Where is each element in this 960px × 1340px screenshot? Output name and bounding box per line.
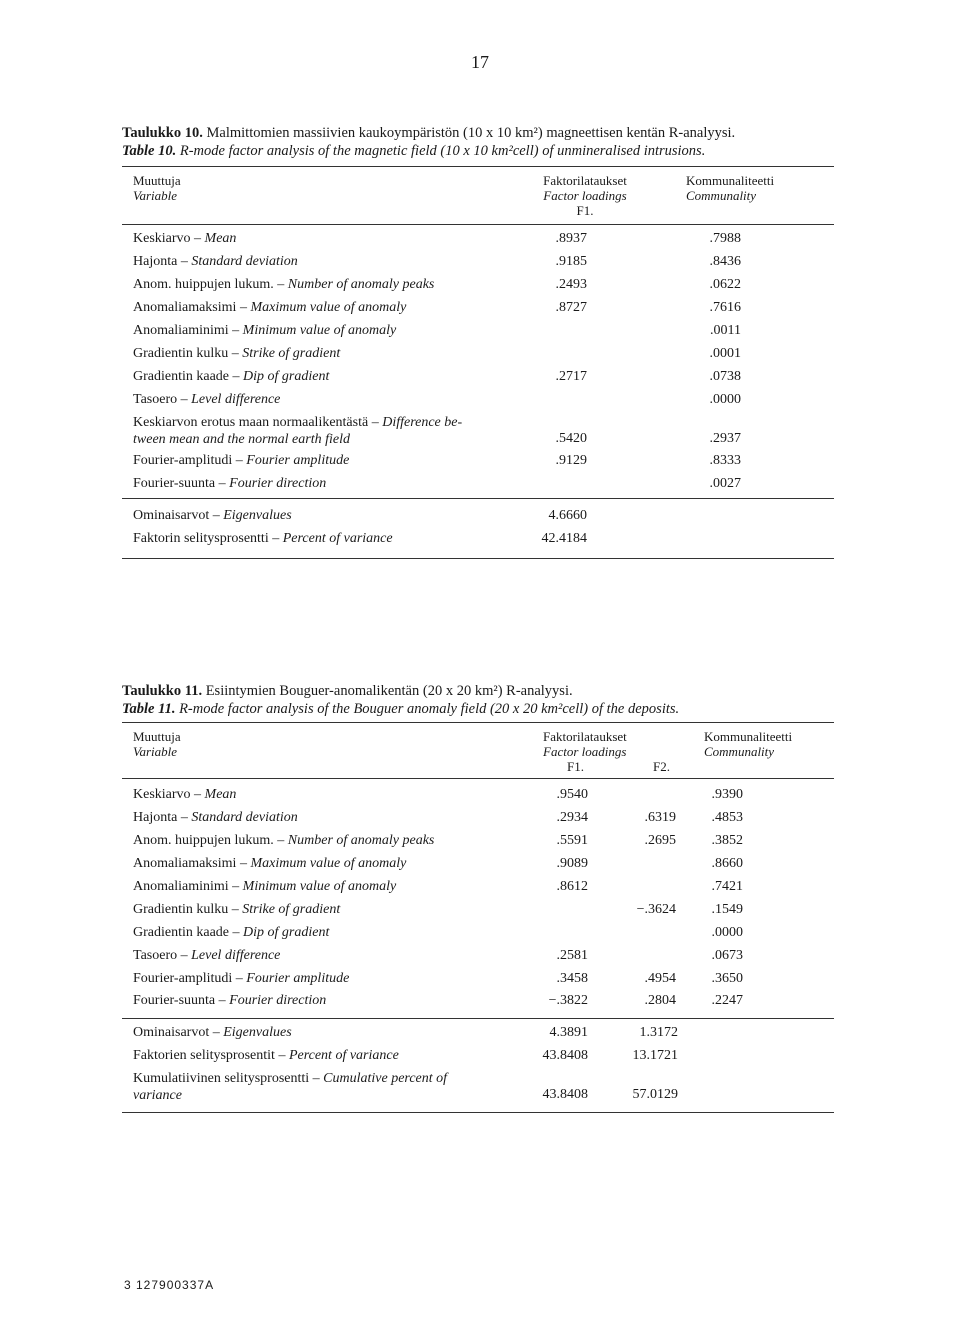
row-label: Anomaliaminimi – Minimum value of anomaly <box>133 879 397 894</box>
header-loadings-en: Factor loadings <box>543 744 627 759</box>
row-label: Fourier-amplitudi – Fourier amplitude <box>133 971 350 986</box>
row-label-en: Fourier amplitude <box>246 453 350 468</box>
row-label-fi: Anom. huippujen lukum. <box>133 277 274 292</box>
table-row <box>133 833 833 853</box>
row-label-en: Difference be- <box>382 415 463 430</box>
row-label-fi: Ominaisarvot <box>133 1025 210 1040</box>
communality-value: .0622 <box>709 277 741 292</box>
table-row <box>133 856 833 876</box>
row-label: Keskiarvo – Mean <box>133 787 237 802</box>
row-label-fi: Gradientin kulku <box>133 346 229 361</box>
f1-value: .2934 <box>556 810 588 825</box>
table-row <box>133 346 833 366</box>
footer-code: 3 127900337A <box>124 1278 215 1292</box>
table11-title-en: R-mode factor analysis of the Bouguer anomaly field (20 x 20 km²cell) of the deposits. <box>179 701 680 717</box>
table10-title-en: R-mode factor analysis of the magnetic field (10 x 10 km²cell) of unmineralised intrusions. <box>179 143 706 159</box>
table-row <box>133 323 833 343</box>
row-label-en: Minimum value of anomaly <box>242 879 397 894</box>
table10-header-variable <box>133 173 181 203</box>
row-label-en: Fourier direction <box>229 476 327 491</box>
communality-value: .0000 <box>709 392 741 407</box>
table10-header-loadings <box>520 173 650 218</box>
row-label-en: Cumulative percent of <box>323 1071 448 1086</box>
table11-top-rule <box>122 722 834 723</box>
table11-header-communality <box>704 729 792 759</box>
row-label: Ominaisarvot – Eigenvalues <box>133 508 292 523</box>
row-label-en: Maximum value of anomaly <box>250 300 407 315</box>
row-label-en: Number of anomaly peaks <box>287 833 435 848</box>
f1-value: .3458 <box>556 971 588 986</box>
row-label-fi: Gradientin kulku <box>133 902 229 917</box>
header-loadings-en: Factor loadings <box>543 188 627 203</box>
row-label-en: Level difference <box>191 392 281 407</box>
communality-value: .8436 <box>709 254 741 269</box>
table-row <box>133 254 833 274</box>
header-f1: F1. <box>576 203 594 218</box>
communality-value: .0001 <box>709 346 741 361</box>
f1-value: .9540 <box>556 787 588 802</box>
table-row <box>133 369 833 389</box>
summary-row <box>133 1025 833 1045</box>
f1-value: 4.3891 <box>549 1025 588 1040</box>
row-label-en-cont: tween mean and the normal earth field <box>133 432 350 447</box>
table-row <box>133 902 833 922</box>
f1-value: .9129 <box>555 453 587 468</box>
row-label-en: Strike of gradient <box>242 346 341 361</box>
communality-value: .3650 <box>711 971 743 986</box>
row-label-en: Standard deviation <box>191 254 298 269</box>
f1-value: .8612 <box>556 879 588 894</box>
communality-value: .7421 <box>711 879 743 894</box>
communality-value: .8660 <box>711 856 743 871</box>
table10-top-rule <box>122 166 834 167</box>
table-row <box>133 277 833 297</box>
communality-value: .7616 <box>709 300 741 315</box>
f2-value: 57.0129 <box>632 1087 678 1102</box>
table11-title-fi: Esiintymien Bouguer-anomalikentän (20 x 20 km²) R-analyysi. <box>205 683 573 699</box>
f1-value: .2581 <box>556 948 588 963</box>
header-loadings-fi: Faktorilataukset <box>543 173 627 188</box>
communality-value: .1549 <box>711 902 743 917</box>
row-label-fi: Kumulatiivinen selitysprosentti <box>133 1071 310 1086</box>
row-label-fi: Faktorin selitysprosentti <box>133 531 269 546</box>
table11-bottom-rule <box>122 1112 834 1113</box>
row-label-en: Level difference <box>191 948 281 963</box>
row-label-en: Fourier direction <box>229 993 327 1008</box>
row-label-en: Percent of variance <box>282 531 393 546</box>
row-label: Hajonta – Standard deviation <box>133 254 298 269</box>
table-row <box>133 948 833 968</box>
row-label: Anom. huippujen lukum. – Number of anomaly peaks <box>133 277 435 292</box>
row-label-fi: Anom. huippujen lukum. <box>133 833 274 848</box>
row-label: Kumulatiivinen selitysprosentti – Cumulative percent of variance <box>133 1071 448 1103</box>
f1-value: .9089 <box>556 856 588 871</box>
row-label-fi: Fourier-suunta <box>133 476 216 491</box>
row-label: Ominaisarvot – Eigenvalues <box>133 1025 292 1040</box>
f1-value: 4.6660 <box>548 508 587 523</box>
communality-value: .0738 <box>709 369 741 384</box>
row-label: Faktorin selitysprosentti – Percent of variance <box>133 531 393 546</box>
row-label-fi: Fourier-amplitudi <box>133 971 233 986</box>
row-label-en: Standard deviation <box>191 810 298 825</box>
row-label-en: Fourier amplitude <box>246 971 350 986</box>
f1-value: .8937 <box>555 231 587 246</box>
row-label-fi: Keskiarvo <box>133 787 191 802</box>
table-row <box>133 231 833 251</box>
row-label-en: Percent of variance <box>288 1048 399 1063</box>
row-label-en: Eigenvalues <box>223 508 292 523</box>
table11-summary-rule <box>122 1018 834 1019</box>
header-communality-fi: Kommunaliteetti <box>704 729 793 744</box>
communality-value: .7988 <box>709 231 741 246</box>
row-label-fi: Faktorien selitysprosentit <box>133 1048 275 1063</box>
row-label-en: Minimum value of anomaly <box>242 323 397 338</box>
table-row <box>133 993 833 1013</box>
communality-value: .0000 <box>711 925 743 940</box>
communality-value: .2247 <box>711 993 743 1008</box>
row-label-fi: Tasoero <box>133 392 178 407</box>
table11-header-loadings <box>543 729 627 759</box>
f1-value: .2493 <box>555 277 587 292</box>
table10-title-fi: Malmittomien massiivien kaukoympäristön (10 x 10 km²) magneettisen kentän R-analyysi. <box>206 125 736 141</box>
table10-caption <box>122 124 842 160</box>
table-row <box>133 971 833 991</box>
row-label: Keskiarvo – Mean <box>133 231 237 246</box>
row-label: Anom. huippujen lukum. – Number of anomaly peaks <box>133 833 435 848</box>
communality-value: .2937 <box>709 431 741 446</box>
summary-row <box>133 531 833 551</box>
header-variable-en: Variable <box>133 188 178 203</box>
table11-header-f2: F2. <box>653 759 670 774</box>
table11-header-f1: F1. <box>567 759 584 774</box>
row-label-en: Dip of gradient <box>243 369 330 384</box>
page-number: 17 <box>471 52 489 72</box>
table11-header-variable <box>133 729 181 759</box>
row-label-fi: Anomaliaminimi <box>133 879 229 894</box>
f1-value: .8727 <box>555 300 587 315</box>
table-row <box>133 476 833 496</box>
row-label-fi: Hajonta <box>133 254 178 269</box>
table-row <box>133 392 833 412</box>
row-label: Fourier-amplitudi – Fourier amplitude <box>133 453 350 468</box>
row-label: Anomaliamaksimi – Maximum value of anomaly <box>133 300 407 315</box>
header-loadings-fi: Faktorilataukset <box>543 729 627 744</box>
f1-value: 43.8408 <box>542 1087 588 1102</box>
header-communality-en: Communality <box>704 744 775 759</box>
f2-value: .2804 <box>644 993 676 1008</box>
row-label-en: Maximum value of anomaly <box>250 856 407 871</box>
f1-value: 43.8408 <box>542 1048 588 1063</box>
row-label: Gradientin kaade – Dip of gradient <box>133 369 330 384</box>
row-label-en-cont: variance <box>133 1088 182 1103</box>
header-variable-fi: Muuttuja <box>133 173 181 188</box>
table10-label: Taulukko 10. <box>122 125 203 141</box>
row-label-en: Eigenvalues <box>223 1025 292 1040</box>
summary-row <box>133 508 833 528</box>
f1-value: 42.4184 <box>541 531 587 546</box>
row-label-fi: Keskiarvon erotus maan normaalikentästä <box>133 415 369 430</box>
communality-value: .9390 <box>711 787 743 802</box>
header-variable-en: Variable <box>133 744 178 759</box>
table10-summary-rule <box>122 498 834 499</box>
row-label: Tasoero – Level difference <box>133 948 281 963</box>
row-label-fi: Anomaliaminimi <box>133 323 229 338</box>
table-row <box>133 300 833 320</box>
row-label: Fourier-suunta – Fourier direction <box>133 993 327 1008</box>
f2-value: .2695 <box>644 833 676 848</box>
row-label-fi: Ominaisarvot <box>133 508 210 523</box>
communality-value: .0011 <box>710 323 741 338</box>
f2-value: 1.3172 <box>639 1025 678 1040</box>
f1-value: .5420 <box>555 431 587 446</box>
row-label: Anomaliamaksimi – Maximum value of anomaly <box>133 856 407 871</box>
communality-value: .4853 <box>711 810 743 825</box>
f2-value: .6319 <box>644 810 676 825</box>
table10-header-communality <box>686 173 774 203</box>
row-label-fi: Gradientin kaade <box>133 369 230 384</box>
row-label-en: Mean <box>204 231 237 246</box>
table-row <box>133 879 833 899</box>
table11-header-rule <box>122 778 834 779</box>
f1-value: −.3822 <box>548 993 588 1008</box>
row-label-en: Number of anomaly peaks <box>287 277 435 292</box>
communality-value: .8333 <box>709 453 741 468</box>
f1-value: .2717 <box>555 369 587 384</box>
communality-value: .0673 <box>711 948 743 963</box>
summary-row <box>133 1048 833 1068</box>
header-communality-fi: Kommunaliteetti <box>686 173 775 188</box>
table-row <box>133 925 833 945</box>
row-label: Gradientin kulku – Strike of gradient <box>133 346 341 361</box>
row-label-fi: Gradientin kaade <box>133 925 230 940</box>
table10-label-en: Table 10. <box>122 143 177 159</box>
row-label-fi: Keskiarvo <box>133 231 191 246</box>
communality-value: .0027 <box>709 476 741 491</box>
table11-caption <box>122 682 842 718</box>
f2-value: .4954 <box>644 971 676 986</box>
f2-value: −.3624 <box>636 902 676 917</box>
row-label-fi: Hajonta <box>133 810 178 825</box>
f2-value: 13.1721 <box>632 1048 678 1063</box>
row-label: Gradientin kulku – Strike of gradient <box>133 902 341 917</box>
row-label-fi: Fourier-suunta <box>133 993 216 1008</box>
table11-label: Taulukko 11. <box>122 683 203 699</box>
table-row <box>133 453 833 473</box>
table-row <box>133 810 833 830</box>
f1-value: .5591 <box>556 833 588 848</box>
header-variable-fi: Muuttuja <box>133 729 181 744</box>
header-communality-en: Communality <box>686 188 757 203</box>
table-row <box>133 787 833 807</box>
table10-bottom-rule <box>122 558 834 559</box>
row-label-en: Strike of gradient <box>242 902 341 917</box>
row-label-fi: Fourier-amplitudi <box>133 453 233 468</box>
communality-value: .3852 <box>711 833 743 848</box>
row-label-en: Dip of gradient <box>243 925 330 940</box>
row-label-fi: Anomaliamaksimi <box>133 300 237 315</box>
row-label: Tasoero – Level difference <box>133 392 281 407</box>
f1-value: .9185 <box>555 254 587 269</box>
row-label: Keskiarvon erotus maan normaalikentästä – Difference be- tween mean and the normal earth field <box>133 415 463 447</box>
row-label: Gradientin kaade – Dip of gradient <box>133 925 330 940</box>
row-label-fi: Anomaliamaksimi <box>133 856 237 871</box>
row-label: Hajonta – Standard deviation <box>133 810 298 825</box>
row-label: Fourier-suunta – Fourier direction <box>133 476 327 491</box>
summary-row <box>133 1070 833 1103</box>
row-label: Faktorien selitysprosentit – Percent of variance <box>133 1048 399 1063</box>
row-label-fi: Tasoero <box>133 948 178 963</box>
table10-header-rule <box>122 224 834 225</box>
row-label-en: Mean <box>204 787 237 802</box>
row-label: Anomaliaminimi – Minimum value of anomaly <box>133 323 397 338</box>
table11-label-en: Table 11. <box>122 701 176 717</box>
table-row <box>133 414 833 447</box>
